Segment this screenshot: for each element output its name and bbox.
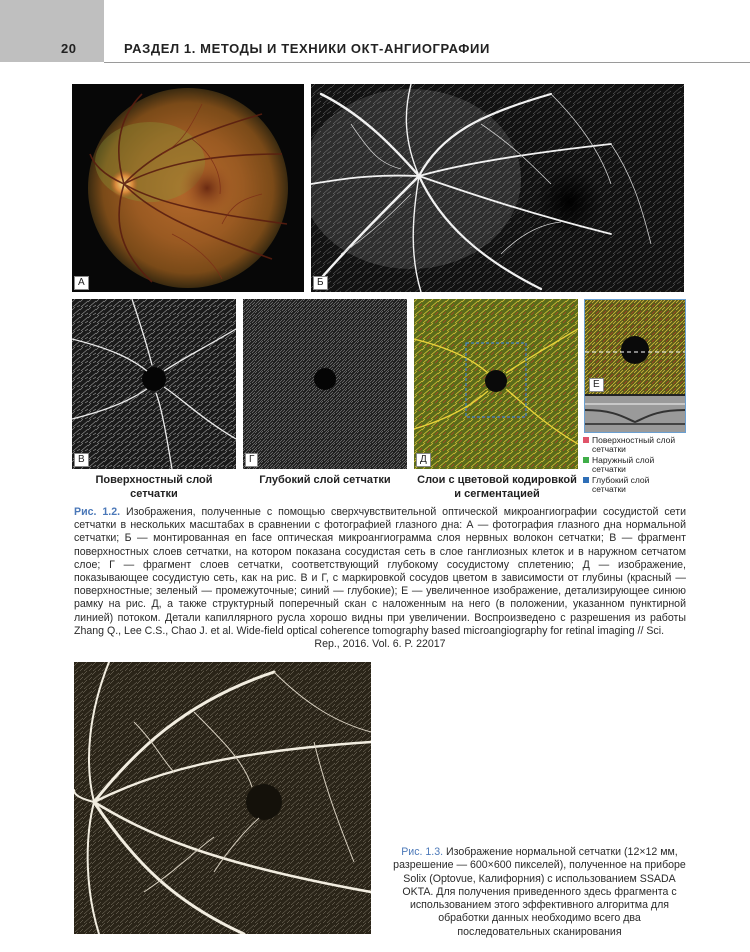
angiogram-enface bbox=[311, 84, 684, 292]
fundus-photo-panel bbox=[72, 84, 304, 292]
panel-label-a: А bbox=[74, 276, 89, 290]
header-rule bbox=[104, 62, 750, 63]
zoom-detail-image bbox=[585, 300, 685, 432]
color-coded-image bbox=[414, 299, 578, 469]
figure-1-3-text: Изображение нормальной сетчатки (12×12 мм, разрешение — 600×600 пикселей), полученное на приборе Solix (Optovue, Калифорния) с использованием SSADA OKTA. Для получения приведенного здесь фрагмента с использованием этого эффективного алгоритма для обработки данных необходимо всего два последовательных сканирования bbox=[393, 846, 686, 938]
legend-item-deep bbox=[583, 476, 683, 494]
zoom-detail-panel bbox=[584, 299, 686, 433]
panel-label-d: Д bbox=[416, 453, 431, 467]
legend-label-superficial: Поверхностный слой сетчатки bbox=[592, 435, 676, 454]
figure-1-2-last-line: Rep., 2016. Vol. 6. P. 22017 bbox=[314, 638, 446, 651]
legend-item-outer bbox=[583, 456, 683, 474]
caption-under-deep: Глубокий слой сетчатки bbox=[259, 474, 391, 486]
legend-item-superficial bbox=[583, 436, 683, 454]
deep-layer-image bbox=[243, 299, 407, 469]
panel-label-g: Г bbox=[245, 453, 258, 467]
figure-1-3-image bbox=[74, 662, 371, 934]
panel-label-b: Б bbox=[313, 276, 328, 290]
legend-swatch-outer bbox=[583, 457, 589, 463]
page-number: 20 bbox=[61, 41, 77, 56]
superficial-layer-panel bbox=[72, 299, 236, 469]
legend-swatch-superficial bbox=[583, 437, 589, 443]
legend-label-outer: Наружный слой сетчатки bbox=[592, 455, 655, 474]
figure-1-2-text: Изображения, полученные с помощью сверхчувствительной оптической микроангиографии сосудистой сети сетчатки в нескольких масштабах в сравнении с фотографией глазного дна: А — фотография глазного дна нормальной сетчатки; Б — монтированная en face оптическая микроангиограмма слоя нервных волокон сетчатки; В — фрагмент поверхностных слоев сетчатки, на котором показана сосудистая сеть в слое ганглиозных клеток и в наружном сетчатом слое; Г — фрагмент слоев сетчатки, соответствующий глубокому сосудистому сплетению; Д — изображение, показывающее сосудистую сеть, как на рис. В и Г, с маркировкой сосудов цветом в зависимости от глубины (красный — поверхностные; зеленый — промежуточные; синий — глубокие); Е — увеличенное изображение, детализирующее синюю рамку на рис. Д, а также структурный поперечный скан с наложенным на него (в положении, указанном пунктирной линией) потоком. Детали капиллярного русла хорошо видны при увеличении. Воспроизведено с разрешения из работы Zhang Q., Lee C.S., Chao J. et al. Wide-field optical coherence tomography based microangiography for retinal imaging // Sci. bbox=[74, 506, 686, 637]
figure-1-3-label: Рис. 1.3. bbox=[401, 846, 444, 858]
fundus-photo bbox=[72, 84, 304, 292]
caption-under-color-coded: Слои с цветовой кодировкой и сегментацией bbox=[417, 474, 577, 500]
figure-1-2-label: Рис. 1.2. bbox=[74, 506, 121, 518]
layer-legend bbox=[583, 436, 683, 496]
panel-label-e: Е bbox=[589, 378, 604, 392]
caption-under-superficial: Поверхностный слой сетчатки bbox=[95, 474, 213, 500]
page-tab bbox=[0, 0, 104, 62]
running-head: РАЗДЕЛ 1. МЕТОДЫ И ТЕХНИКИ ОКТ-АНГИОГРАФИИ bbox=[124, 41, 490, 56]
panel-label-v: В bbox=[74, 453, 89, 467]
superficial-layer-image bbox=[72, 299, 236, 469]
figure-1-2-caption bbox=[74, 506, 686, 651]
angiogram-enface-panel bbox=[311, 84, 684, 292]
figure-1-3-caption bbox=[391, 846, 688, 939]
figure-1-3-image-panel bbox=[74, 662, 371, 934]
color-coded-panel bbox=[414, 299, 578, 469]
legend-label-deep: Глубокий слой сетчатки bbox=[592, 475, 650, 494]
deep-layer-panel bbox=[243, 299, 407, 469]
